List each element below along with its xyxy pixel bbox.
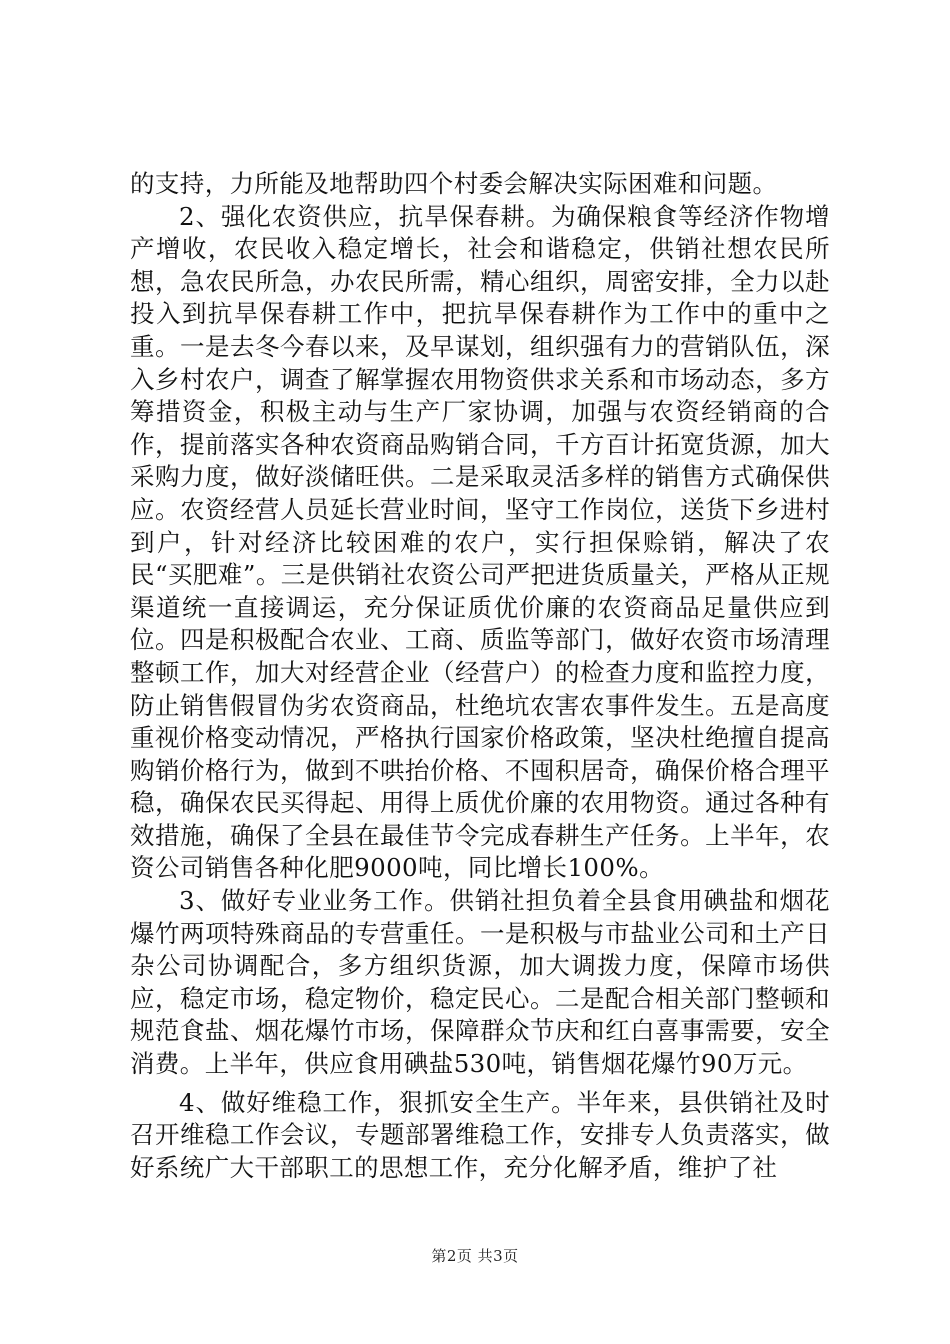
paragraph-item-4: 4、做好维稳工作，狠抓安全生产。半年来，县供销社及时召开维稳工作会议，专题部署维稳工作，安排专人负责落实，做好系统广大干部职工的思想工作，充分化解矛盾，维护了社: [130, 1087, 830, 1182]
document-body: [130, 168, 830, 1184]
page-number-footer: 第2页 共3页: [431, 1247, 519, 1265]
paragraph-continuation: 的支持，力所能及地帮助四个村委会解决实际困难和问题。: [130, 169, 778, 198]
paragraph-item-2: 2、强化农资供应，抗旱保春耕。为确保粮食等经济作物增产增收，农民收入稳定增长，社会和谐稳定，供销社想农民所想，急农民所急，办农民所需，精心组织，周密安排，全力以赴投入到抗旱保春耕工作中，把抗旱保春耕作为工作中的重中之重。一是去冬今春以来，及早谋划，组织强有力的营销队伍，深入乡村农户，调查了解掌握农用物资供求关系和市场动态，多方筹措资金，积极主动与生产厂家协调，加强与农资经销商的合作，提前落实各种农资商品购销合同，千方百计拓宽货源，加大采购力度，做好淡储旺供。二是采取灵活多样的销售方式确保供应。农资经营人员延长营业时间，坚守工作岗位，送货下乡进村到户，针对经济比较困难的农户，实行担保赊销，解决了农民“买肥难”。三是供销社农资公司严把进货质量关，严格从正规渠道统一直接调运，充分保证质优价廉的农资商品足量供应到位。四是积极配合农业、工商、质监等部门，做好农资市场清理整顿工作，加大对经营企业（经营户）的检查力度和监控力度，防止销售假冒伪劣农资商品，杜绝坑农害农事件发生。五是高度重视价格变动情况，严格执行国家价格政策，坚决杜绝擅自提高购销价格行为，做到不哄抬价格、不囤积居奇，确保价格合理平稳，确保农民买得起、用得上质优价廉的农用物资。通过各种有效措施，确保了全县在最佳节令完成春耕生产任务。上半年，农资公司销售各种化肥9000吨，同比增长100%。: [130, 201, 830, 883]
paragraph-item-3: 3、做好专业业务工作。供销社担负着全县食用碘盐和烟花爆竹两项特殊商品的专营重任。一是积极与市盐业公司和土产日杂公司协调配合，多方组织货源，加大调拨力度，保障市场供应，稳定市场，稳定物价，稳定民心。二是配合相关部门整顿和规范食盐、烟花爆竹市场，保障群众节庆和红白喜事需要，安全消费。上半年，供应食用碘盐530吨，销售烟花爆竹90万元。: [130, 886, 830, 1079]
